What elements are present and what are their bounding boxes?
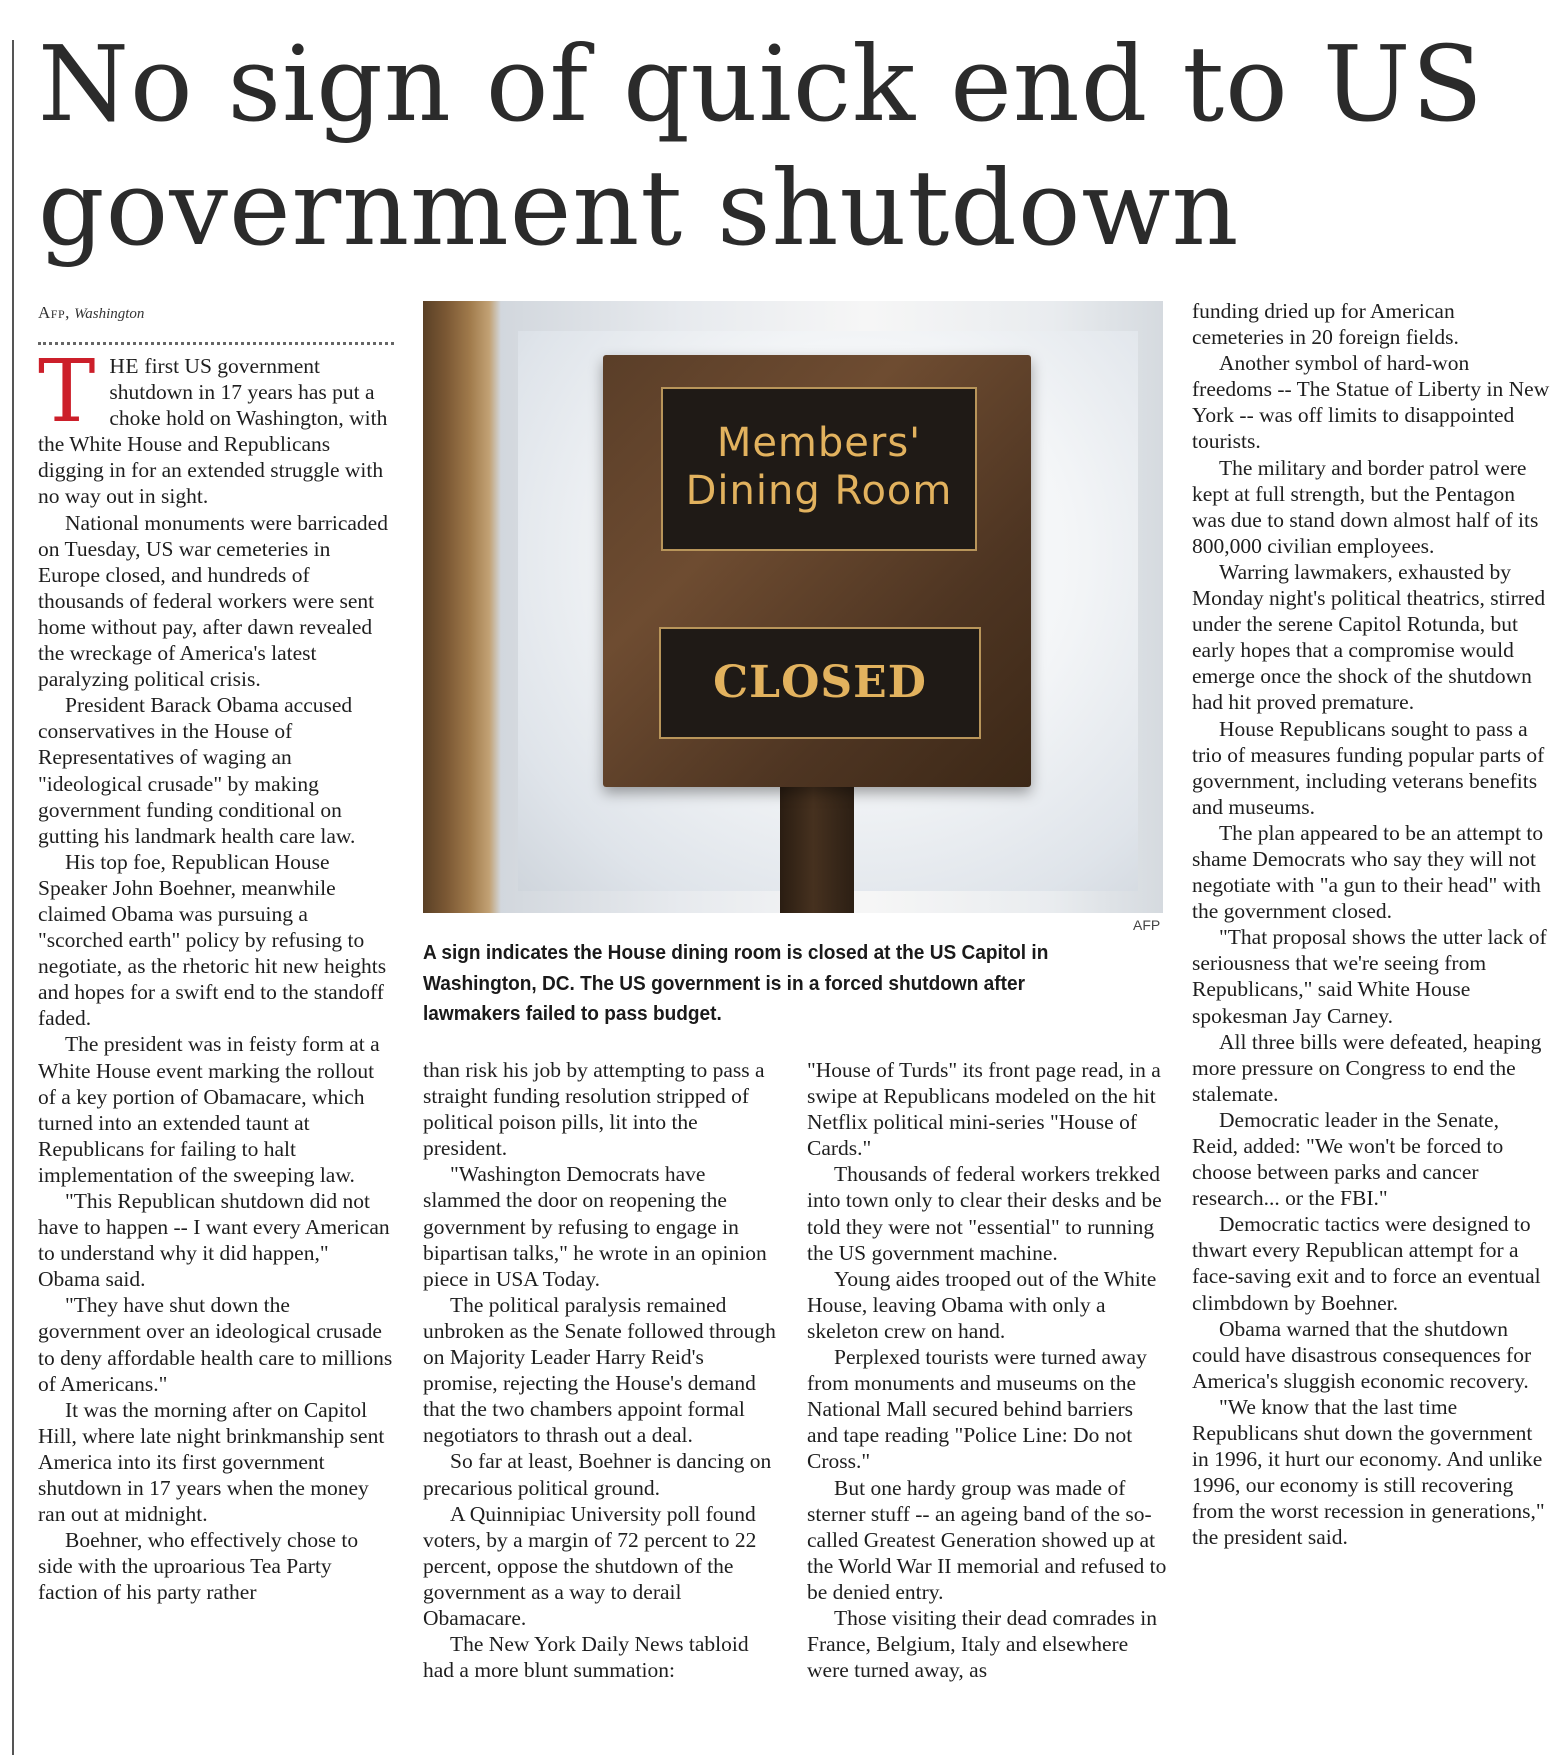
paragraph: "They have shut down the government over an ideological crusade to deny affordable health care to millions of Americans." — [38, 1293, 393, 1396]
paragraph: House Republicans sought to pass a trio of measures funding popular parts of government, including veterans benefits and museums. — [1192, 716, 1545, 819]
paragraph: Boehner, who effectively chose to side with the uproarious Tea Party faction of his party rather — [38, 1528, 359, 1605]
paragraph: "That proposal shows the utter lack of seriousness that we're seeing from Republicans," said White House spokesman Jay Carney. — [1192, 925, 1547, 1028]
news-photo — [423, 301, 1163, 913]
byline-agency: Afp, — [38, 303, 70, 322]
drop-cap: T — [38, 342, 96, 442]
byline — [38, 303, 144, 323]
paragraph: It was the morning after on Capitol Hill, where late night brinkmanship sent America into its first government shutdown in 17 years when the money ran out at midnight. — [38, 1397, 385, 1527]
paragraph: His top foe, Republican House Speaker John Boehner, meanwhile claimed Obama was pursuing a "scorched earth" policy by refusing to negotiate, as the rhetoric hit new heights and hopes for a swift end to the standoff faded. — [38, 849, 387, 1031]
paragraph: Thousands of federal workers trekked into town only to clear their desks and be told they were not "essential" to running the US government machine. — [807, 1162, 1162, 1265]
paragraph: "We know that the last time Republicans shut down the government in 1996, it hurt our economy. And unlike 1996, our economy is still recovering from the worst recession in generations," the president said. — [1192, 1394, 1545, 1550]
paragraph: The New York Daily News tabloid had a more blunt summation: — [423, 1632, 749, 1683]
lead-paragraph — [38, 342, 396, 510]
sign-text-closed: CLOSED — [713, 657, 927, 708]
paragraph-continued: funding dried up for American cemeteries in 20 foreign fields. — [1192, 299, 1459, 350]
article-column-4 — [1192, 298, 1550, 1551]
paragraph: Democratic tactics were designed to thwart every Republican attempt for a face-saving exit and to force an eventual climbdown by Boehner. — [1192, 1212, 1541, 1315]
sign-text-members: Members' — [716, 420, 922, 466]
lead-first-words: HE — [109, 354, 140, 378]
sign-text-dining-room: Dining Room — [685, 468, 953, 514]
paragraph: Those visiting their dead comrades in France, Belgium, Italy and elsewhere were turned away, as — [807, 1605, 1158, 1683]
paragraph: Democratic leader in the Senate, Reid, added: "We won't be forced to choose between parks and cancer research... or the FBI." — [1192, 1107, 1504, 1211]
photo-credit: AFP — [1133, 917, 1161, 933]
byline-location: Washington — [74, 306, 145, 322]
paragraph: President Barack Obama accused conservatives in the House of Representatives of waging an "ideological crusade" by making government funding conditional on gutting his landmark health care law. — [38, 693, 356, 848]
paragraph: The political paralysis remained unbroken as the Senate followed through on Majority Leader Harry Reid's promise, rejecting the House's demand that the two chambers appoint formal negotiators to thrash out a deal. — [423, 1292, 776, 1448]
lead-text: first US government shutdown in 17 years has put a choke hold on Washington, with the White House and Republicans digging in for an extended struggle with no way out in sight. — [38, 354, 388, 509]
paragraph: So far at least, Boehner is dancing on precarious political ground. — [423, 1449, 772, 1500]
paragraph: Obama warned that the shutdown could have disastrous consequences for America's sluggish economic recovery. — [1192, 1316, 1532, 1393]
article-column-3 — [807, 1057, 1167, 1683]
photo-caption: A sign indicates the House dining room is closed at the US Capitol in Washington, DC. The US government is in a forced shutdown after lawmakers failed to pass budget. — [423, 941, 1049, 1025]
paragraph: National monuments were barricaded on Tuesday, US war cemeteries in Europe closed, and hundreds of thousands of federal workers were sent home without pay, after dawn revealed the wreckage of America's latest paralyzing political crisis. — [38, 510, 388, 692]
paragraph-continued: "House of Turds" its front page read, in a swipe at Republicans modeled on the hit Netflix political mini-series "House of Cards." — [807, 1058, 1161, 1161]
article-column-1 — [38, 342, 396, 1606]
paragraph-continued: than risk his job by attempting to pass a straight funding resolution stripped of political poison pills, lit into the president. — [423, 1058, 765, 1161]
paragraph: "Washington Democrats have slammed the door on reopening the government by refusing to engage in bipartisan talks," he wrote in an opinion piece in USA Today. — [423, 1162, 767, 1291]
paragraph: But one hardy group was made of sterner stuff -- an ageing band of the so-called Greatest Generation showed up at the World War II memorial and refused to be denied entry. — [807, 1475, 1167, 1604]
headline: No sign of quick end to US government shutdown — [38, 23, 1484, 269]
paragraph: Young aides trooped out of the White House, leaving Obama with only a skeleton crew on hand. — [807, 1266, 1157, 1343]
left-column-rule — [12, 40, 14, 1755]
paragraph: Perplexed tourists were turned away from monuments and museums on the National Mall secured behind barriers and tape reading "Police Line: Do not Cross." — [807, 1345, 1147, 1474]
paragraph: All three bills were defeated, heaping more pressure on Congress to end the stalemate. — [1192, 1029, 1542, 1106]
article-column-2 — [423, 1057, 783, 1683]
sign-post — [780, 786, 854, 913]
sign-board — [603, 355, 1031, 787]
photo-curtain — [423, 301, 501, 913]
paragraph: The plan appeared to be an attempt to shame Democrats who say they will not negotiate with "a gun to their head" with the government closed. — [1192, 820, 1544, 924]
paragraph: The president was in feisty form at a White House event marking the rollout of a key portion of Obamacare, which turned into an extended taunt at Republicans for failing to halt implementation of the sweeping law. — [38, 1032, 380, 1187]
paragraph: Warring lawmakers, exhausted by Monday night's political theatrics, stirred under the serene Capitol Rotunda, but early hopes that a compromise would emerge once the shock of the shutdown had hit proved premature. — [1192, 559, 1546, 715]
sign-plaque-closed — [659, 627, 981, 739]
paragraph: Another symbol of hard-won freedoms -- The Statue of Liberty in New York -- was off limits to disappointed tourists. — [1192, 351, 1550, 454]
paragraph: The military and border patrol were kept at full strength, but the Pentagon was due to stand down almost half of its 800,000 civilian employees. — [1192, 455, 1539, 558]
paragraph: A Quinnipiac University poll found voters, by a margin of 72 percent to 22 percent, oppose the shutdown of the government as a way to derail Obamacare. — [423, 1501, 757, 1630]
sign-plaque-dining-room — [661, 387, 977, 551]
paragraph: "This Republican shutdown did not have to happen -- I want every American to understand why it did happen," Obama said. — [38, 1189, 390, 1292]
